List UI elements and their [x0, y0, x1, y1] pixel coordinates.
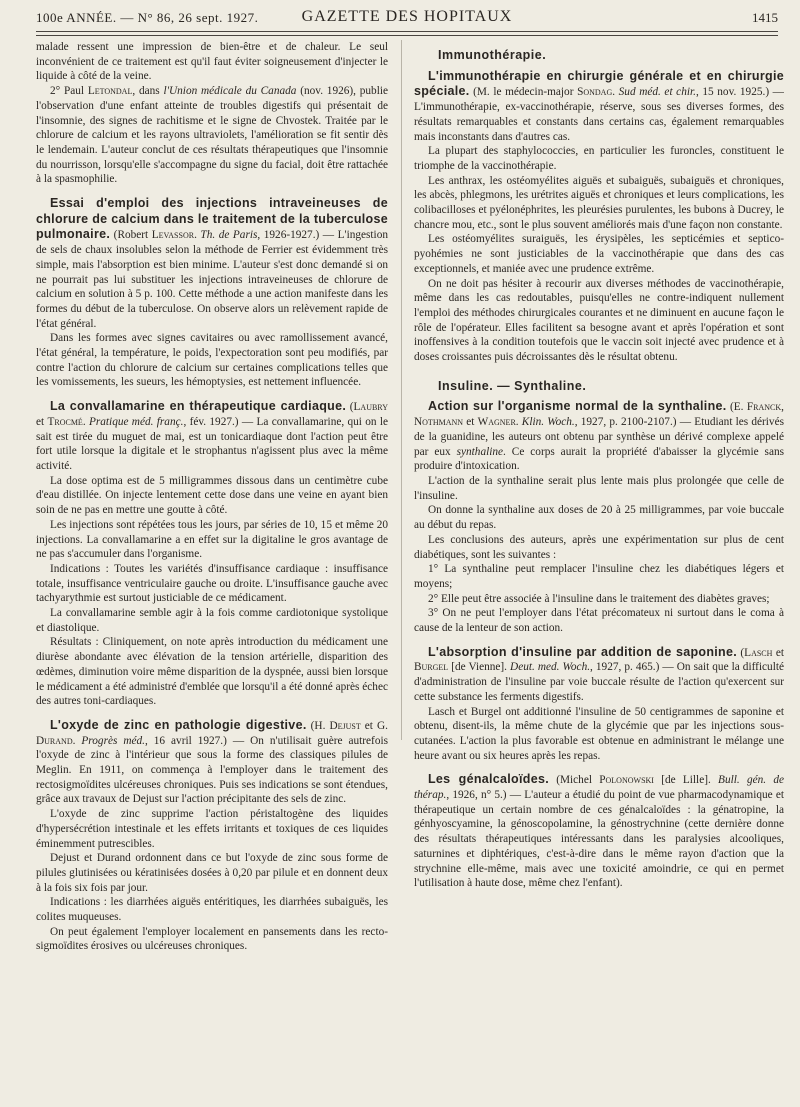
journal-name: Progrès méd. [81, 734, 145, 747]
header-rule-top [36, 31, 778, 32]
paragraph: Résultats : Cliniquement, on note après introduction du médicament une diurèse abondante avec élévation de la tension artérielle, disparition des œdèmes, diminution voire même disparition de la dyspnée, aussi bien lorsque le médicament a été administré d'emblée que lorsqu'il a été donné après échec des autres toni-cardiaques. [36, 636, 388, 708]
author-name: Franck [746, 401, 782, 414]
author-name: Levassor [151, 229, 195, 242]
left-column [36, 40, 388, 1100]
paragraph: On peut également l'employer localement en pansements dans les recto-sigmoïdites érosives ou ulcéreuses chroniques. [36, 925, 388, 953]
author-name: Polonowski [599, 774, 654, 787]
article-convallamarine: La convallamarine en thérapeutique cardiaque. (Laubry et Trocmé. Pratique méd. franç., fév. 1927.) — La convallamarine, qui on le sait est tirée du muguet de mai, est un tonicardiaque dont l'action peut être fort utile lorsque la digitale et le strophantus n'agissent plus avec la même activité. [36, 399, 388, 472]
header-rule-bottom [36, 35, 778, 36]
article-synthaline: Action sur l'organisme normal de la synthaline. (E. Franck, Nothmann et Wagner. Klin. Woch., 1927, p. 2100-2107.) — Etudiant les dérivés de la guanidine, les auteurs ont obtenu par synthèse un dérivé complexe appelé par eux synthaline. Ce corps aurait la propriété d'abaisser la glycémie sans produire d'intoxication. [414, 399, 784, 473]
journal-title: GAZETTE DES HOPITAUX [301, 8, 513, 25]
author-name: Burgel [414, 661, 449, 674]
author-name: Sondag [577, 86, 613, 99]
journal-name: Pratique méd. franç. [88, 415, 184, 428]
paragraph: L'action de la synthaline serait plus lente mais plus prolongée que celle de l'insuline. [414, 474, 784, 502]
right-column [414, 40, 784, 1100]
section-heading: Immunothérapie. [438, 48, 547, 62]
paragraph: La convallamarine semble agir à la fois comme cardiotonique systolique et diastolique. [36, 607, 388, 634]
journal-name: Sud méd. et chir. [618, 86, 696, 99]
journal-name: l'Union médicale du Canada [163, 85, 297, 98]
paragraph: L'oxyde de zinc supprime l'action péristaltogène des liquides d'hypersécrétion intestinale et les effets irritants et toxiques de ces liquides éminemment putrescibles. [36, 808, 388, 850]
paragraph: Indications : les diarrhées aiguës entéritiques, les diarrhées subaiguës, les colites muqueuses. [36, 896, 388, 924]
article-title: L'oxyde de zinc en pathologie digestive. [50, 717, 307, 732]
list-item: 3° On ne peut l'employer dans l'état précomateux ni surtout dans le coma à cause de la lenteur de son action. [414, 607, 784, 635]
article-title: Action sur l'organisme normal de la synthaline. [428, 399, 727, 414]
issue-info: 100e ANNÉE. — N° 86, 26 sept. 1927. [36, 10, 259, 25]
column-divider [401, 40, 402, 740]
list-item: 1° La synthaline peut remplacer l'insuline chez les diabétiques légers et moyens; [414, 563, 784, 590]
article-genalcaloides: Les génalcaloïdes. (Michel Polonowski [de Lille]. Bull. gén. de thérap., 1926, n° 5.) — L'auteur a étudié du point de vue pharmacodynamique et thérapeutique un certain nombre de ces génalcaloïdes : la génatropine, la génhyoscyamine, la génoscopolamine, la génostrychnine (cette dernière donne des résultats thérapeutiques intéressants dans les paralysies alcooliques, saturnines et diphtériques, c'est-à-dire dans le même rayon d'action que la strychnine elle-même, mais avec une toxicité amoindrie, ce qui en permet l'utilisation à haute dose, même chez l'enfant). [414, 772, 784, 890]
paragraph: Dejust et Durand ordonnent dans ce but l'oxyde de zinc sous forme de pilules glutinisées ou kératinisées dosées à 0,20 par pilule et en donnent deux à la fois six fois par jour. [36, 852, 388, 894]
author-name: Lasch [744, 646, 773, 659]
author-name: Nothmann [414, 416, 464, 429]
article-title: La convallamarine en thérapeutique cardiaque. [50, 399, 347, 414]
list-item: 2° Elle peut être associée à l'insuline dans le traitement des diabètes graves; [428, 592, 770, 605]
article-immunotherapie: L'immunothérapie en chirurgie générale et en chirurgie spéciale. (M. le médecin-major Sondag. Sud méd. et chir., 15 nov. 1925.) — L'immunothérapie, ex-vaccinothérapie, réserve, sous ses diverses formes, des résultats remarquables et constants dans certains cas, également remarquables mais inconstants dans d'autres cas. [414, 68, 784, 143]
article-saponine: L'absorption d'insuline par addition de saponine. (Lasch et Burgel [de Vienne]. Deut. med. Woch., 1927, p. 465.) — On sait que la difficulté d'administration de l'insuline par voie buccale résulte de l'action qu'exercent sur cette substance les ferments digestifs. [414, 644, 784, 703]
drug-name: synthaline [456, 445, 504, 458]
paragraph: Les injections sont répétées tous les jours, par séries de 10, 15 et même 20 injections. La convallamarine a en effet sur la digitaline le gros avantage de ne pas s'accumuler dans l'organisme. [36, 518, 388, 561]
paragraph: Dans les formes avec signes cavitaires ou avec ramollissement avancé, l'état général, la température, le poids, l'expectoration sont peu modifiés, par contre l'action du chlorure de calcium sur certaines complications telles que les vomissements, les sueurs, les hémoptysies, est nettement influencée. [36, 332, 388, 389]
paragraph: Les ostéomyélites suraiguës, les érysipèles, les septicémies et septico-pyohémies ne sont justiciables de la vaccinothérapie que dans des cas exceptionnels, et maniée avec une prudence extrême. [414, 233, 784, 275]
journal-name: Th. de Paris [200, 229, 258, 242]
paragraph: La dose optima est de 5 milligrammes dissous dans un centimètre cube d'eau distillée. On injecte lentement cette dose dans une veine en ayant bien soin de ne pas en mettre une goutte à côté. [36, 474, 388, 517]
section-heading: Insuline. — Synthaline. [438, 378, 587, 393]
article-essai-chlorure: Essai d'emploi des injections intraveineuses de chlorure de calcium dans le traitement de la tuberculose pulmonaire. (Robert Levassor. Th. de Paris, 1926-1927.) — L'ingestion de sels de chaux insolubles selon la méthode de Ferrier est évidemment très simple, mais l'absorption est bien minime. L'auteur s'est donc demandé si on ne pourrait pas lui substituer les injections intraveineuses de chlorure de calcium en solution à 5 p. 100. Cette méthode a une action manifeste dans les formes du début de la tuberculose. On observe alors un relèvement rapide de l'état général. [36, 196, 388, 330]
journal-name: Deut. med. Woch. [510, 661, 591, 674]
author-name: Laubry [353, 401, 388, 414]
author-name: Wagner [477, 416, 516, 429]
paragraph: Indications : Toutes les variétés d'insuffisance cardiaque : insuffisance totale, insuffisance ventriculaire gauche ou droite. L'insuffisance gauche avec tachyarythmie est surtout justiciable de ce médicament. [36, 562, 388, 605]
page-header [36, 6, 778, 30]
paragraph: La plupart des staphylococcies, en particulier les furoncles, constituent le triomphe de la vaccinothérapie. [414, 145, 784, 172]
article-title: Les génalcaloïdes. [428, 772, 549, 787]
author-name: Trocmé [47, 415, 83, 428]
paragraph: On donne la synthaline aux doses de 20 à 25 milligrammes, par voie buccale au début du repas. [414, 504, 784, 532]
article-title: L'immunothérapie en chirurgie générale et en chirurgie spéciale. [414, 68, 784, 99]
paragraph: Les anthrax, les ostéomyélites aiguës et subaiguës, subaiguës et chroniques, les abcès, phlegmons, les urétrites aiguës et chroniques et leurs complications, les colibacilloses et pyélonéphrites, les pleurésies purulentes, les bubons à Ducrey, le chancre mou, etc., sont le plus souvent améliorés mais d'une façon non constante. [414, 174, 784, 231]
journal-name: Klin. Woch. [521, 416, 575, 429]
author-name: Dejust [329, 719, 361, 732]
paragraph: 2° Paul Letondal, dans l'Union médicale du Canada (nov. 1926), publie l'observation d'une enfant atteinte de troubles digestifs qui présentait de l'insomnie, des signes de rachitisme et le signe de Chvostek. Traitée par le chlorure de calcium et les rayons ultraviolets, l'amélioration se fit sentir dès le lendemain. L'auteur conclut de ces résultats thérapeutiques que l'insomnie du nourrisson, lorsqu'elle s'accompagne du signe du facial, doit être rattachée à la spasmophilie. [36, 85, 388, 186]
journal-name: Bull. gén. de thérap. [414, 774, 784, 802]
article-title: L'absorption d'insuline par addition de saponine. [428, 644, 737, 659]
article-oxyde-zinc: L'oxyde de zinc en pathologie digestive. (H. Dejust et G. Durand. Progrès méd., 16 avril 1927.) — On n'utilisait guère autrefois l'oxyde de zinc à l'intérieur que sous la forme des classiques pilules de Meglin. En 1911, on commença à l'employer dans le traitement des rectosigmoïdites ulcéreuses chroniques. Puis ses indications se sont étendues, grâce aux travaux de Dejust sur l'action précipitante des sels de zinc. [36, 717, 388, 806]
author-name: Letondal [87, 85, 133, 98]
paragraph: Lasch et Burgel ont additionné l'insuline de 50 centigrammes de saponine et obtenu, disent-ils, la même chute de la glycémie que par les injections sous-cutanées. L'action la plus favorable est obtenue en administrant le mélange une heure avant ou six heures après les repas. [414, 705, 784, 762]
paragraph: malade ressent une impression de bien-être et de chaleur. Le seul inconvénient de ce traitement est qu'il faut éviter soigneusement d'injecter le liquide à côté de la veine. [36, 41, 388, 83]
paragraph: On ne doit pas hésiter à recourir aux diverses méthodes de vaccinothérapie, même dans les cas redoutables, puisqu'elles ne contre-indiquent nullement l'emploi des méthodes chirurgicales courantes et ne diminuent en aucune façon le rôle de l'opérateur. Elles facilitent sa besogne avant et après l'opération et sont inoffensives à la condition toutefois que le vaccin soit injecté avec prudence et à doses croissantes puis décroissantes dès le résultat obtenu. [414, 277, 784, 364]
page-number: 1415 [752, 10, 778, 25]
article-title: Essai d'emploi des injections intraveineuses de chlorure de calcium dans le traitement de la tuberculose pulmonaire. [36, 196, 388, 242]
paragraph: Les conclusions des auteurs, après une expérimentation sur plus de cent diabétiques, sont les suivantes : [414, 533, 784, 561]
author-name: Durand [36, 734, 73, 747]
